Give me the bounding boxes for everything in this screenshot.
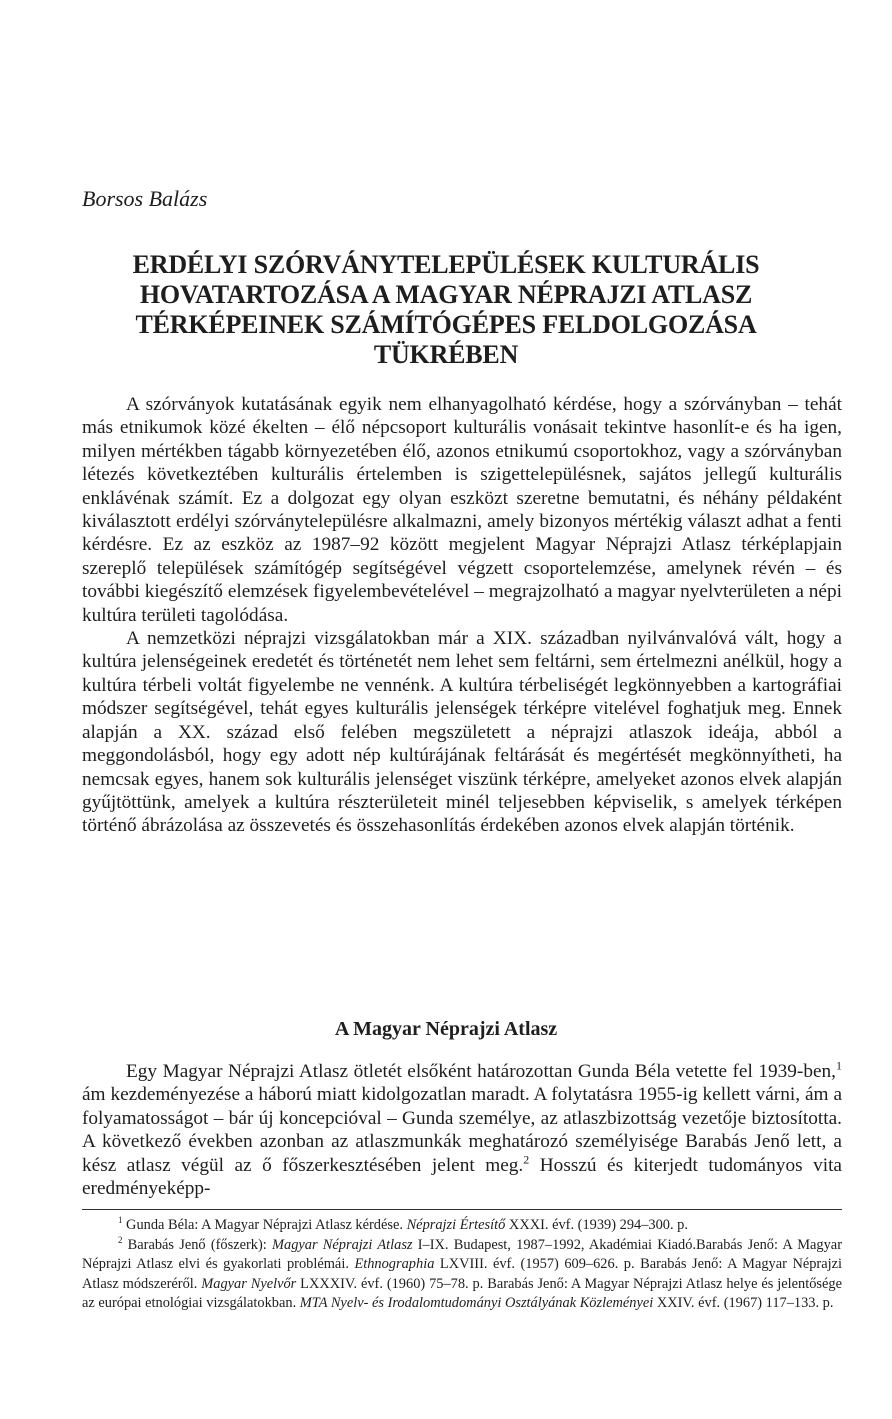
section-heading: A Magyar Néprajzi Atlasz — [334, 1018, 558, 1040]
paragraph: A szórványok kutatásának egyik nem elhanyagolható kérdése, hogy a szórványban – tehát más etnikumok közé ékelten – élő népcsoport kulturális vonásait tekintve hasonlít-e és ha igen, milyen mértékben tágabb környezetében élő, azonos etnikumú csoportokhoz, vagy a szórványban létezés következtében kulturális értelemben is szigettelepülésnek, sajátos jellegű kulturális enklávénak számít. Ez a dolgozat egy olyan eszközt szeretne bemutatni, és néhány példaként kiválasztott erdélyi szórványtelepülésre alkalmazni, amely bizonyos mértékig választ adhat a fenti kérdésre. Ez az eszköz az 1987–92 között megjelent Magyar Néprajzi Atlasz térképlapjain szereplő települések számítógép segítségével végzett csoportelemzése, amelynek révén – és további kiegészítő elemzések figyelembevételével – megrajzolható a magyar nyelvterületen a népi kultúra területi tagolódása. — [82, 394, 842, 626]
text-run: LXXXIV. évf. (1960) 75–78. p. Barabás Jenő: A Magyar Néprajzi Atlasz helye és jelentősége az európai etnológiai vizsgálatokban. — [82, 1275, 842, 1311]
text-run: Gunda Béla: A Magyar Néprajzi Atlasz kérdése. — [122, 1217, 407, 1233]
footnote-divider — [82, 1209, 842, 1210]
footnote-ref: 2 — [523, 1152, 530, 1167]
footnote-ref: 1 — [836, 1058, 842, 1073]
text-run-italic: MTA Nyelv- és Irodalomtudományi Osztályának Közleményei — [299, 1295, 654, 1311]
author-name: Borsos Balázs — [82, 186, 208, 211]
text-run-italic: Magyar Néprajzi Atlasz — [272, 1236, 413, 1253]
footnotes — [82, 1216, 842, 1314]
section-text — [82, 1060, 842, 1200]
footnote-mark: 2 — [118, 1234, 123, 1245]
text-run: I–IX. Budapest, 1987–1992, Akadémiai Kiadó.Barabás Jenő: A Magyar Néprajzi Atlasz elvi és gyakorlati problémái. — [82, 1236, 842, 1272]
text-run: XXIV. évf. (1967) 117–133. p. — [653, 1295, 834, 1311]
paragraph — [82, 1060, 842, 1200]
text-run-italic: Ethnographia — [354, 1256, 435, 1272]
footnote-mark: 1 — [118, 1215, 123, 1226]
footnote-2 — [82, 1236, 842, 1314]
title-line: HOVATARTOZÁSA A MAGYAR NÉPRAJZI ATLASZ — [139, 280, 753, 309]
text-run: Barabás Jenő (főszerk): — [122, 1236, 273, 1253]
text-run: LXVIII. évf. (1957) 609–626. p. Barabás Jenő: A Magyar Néprajzi Atlasz módszeréről. — [82, 1256, 842, 1292]
title-line: TÉRKÉPEINEK SZÁMÍTÓGÉPES FELDOLGOZÁSA — [135, 310, 757, 339]
text-run: ám kezdeményezése a háború miatt kidolgozatlan maradt. A folytatásra 1955-ig kellett várni, ám a folyamatosságot – bár új koncepcióval – Gunda személye, az atlaszbizottság vezetője biztosította. A következő években azonban az atlaszmunkák meghatározó személyisége Barabás Jenő lett, a kész atlasz végül az ő főszerkesztésében jelent meg. — [82, 1084, 842, 1176]
text-run-italic: Magyar Nyelvőr — [201, 1275, 297, 1292]
text-run: XXXI. évf. (1939) 294–300. p. — [505, 1217, 688, 1233]
text-run: Egy Magyar Néprajzi Atlasz ötletét elsőként határozottan Gunda Béla vetette fel 1939-ben, — [126, 1061, 837, 1082]
title-line: ERDÉLYI SZÓRVÁNYTELEPÜLÉSEK KULTURÁLIS — [132, 250, 760, 279]
text-run-italic: Néprajzi Értesítő — [406, 1217, 506, 1233]
paragraph: A nemzetközi néprajzi vizsgálatokban már a XIX. században nyilvánvalóvá vált, hogy a kultúra jelenségeinek eredetét és történetét nem lehet sem feltárni, sem értelmezni anélkül, hogy a kultúra térbeli voltát figyelembe ne vennénk. A kultúra térbeliségét legkönnyebben a kartográfiai módszer segítségével, tehát egyes kulturális jelenségek térképre vitelével foghatjuk meg. Ennek alapján a XX. század első felében megszületett a néprajzi atlaszok ideája, abból a meggondolásból, hogy egy adott nép kultúrájának feltárását és megértését megkönnyítheti, ha nemcsak egyes, hanem sok kulturális jelenséget viszünk térképre, amelyeket azonos elvek alapján gyűjtöttünk, amelyek a kultúra részterületeit minél teljesebben képviselik, s amelyek térképen történő ábrázolása az összevetés és összehasonlítás érdekében azonos elvek alapján történik. — [82, 628, 842, 837]
text-run: Hosszú és kiterjedt tudományos vita eredményeképp- — [82, 1154, 842, 1200]
footnote-1 — [82, 1216, 842, 1236]
article-title — [60, 250, 832, 370]
title-line: TÜKRÉBEN — [373, 340, 519, 369]
intro-text — [82, 393, 842, 838]
